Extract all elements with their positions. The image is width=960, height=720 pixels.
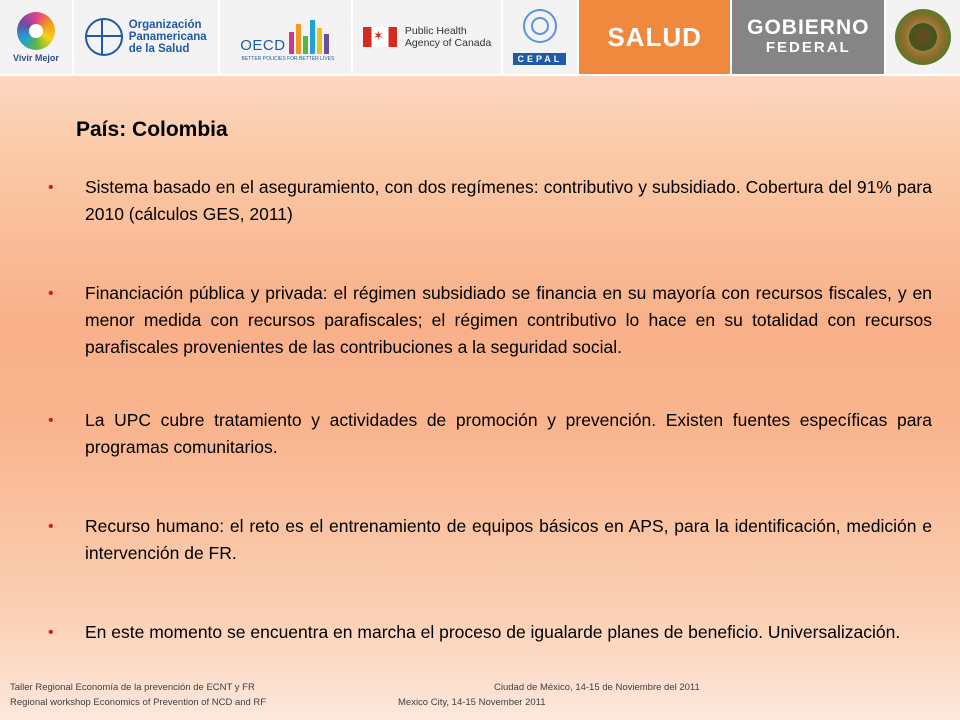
canada-flag-icon [363, 27, 397, 47]
bars-icon [289, 20, 331, 54]
salud-logo [579, 0, 731, 74]
gobierno-label: GOBIERNO [747, 16, 870, 39]
mexico-seal-logo [886, 0, 960, 74]
vivir-mejor-label: Vivir Mejor [12, 52, 59, 63]
oecd-tagline: BETTER POLICIES FOR BETTER LIVES [241, 56, 335, 62]
slide-footer [10, 680, 950, 710]
salud-label: SALUD [607, 21, 702, 52]
footer-date-en: Mexico City, 14-15 November 2011 [398, 697, 546, 708]
vivir-mejor-logo [0, 0, 72, 74]
bullet-icon: • [48, 285, 54, 302]
bullet-icon: • [48, 518, 54, 535]
bullet-icon: • [48, 624, 54, 641]
bullet-item [46, 619, 932, 646]
bullet-item [46, 280, 932, 361]
phac-label: Public Health Agency of Canada [404, 25, 492, 49]
footer-event-en: Regional workshop Economics of Prevention of NCD and RF [10, 697, 267, 708]
footer-event-es: Taller Regional Economía de la prevención de ECNT y FR [10, 682, 255, 693]
cepal-label: CEPAL [513, 53, 566, 65]
ops-logo [74, 0, 218, 74]
coat-of-arms-icon [895, 9, 951, 65]
cepal-logo [503, 0, 577, 74]
globe-icon [85, 18, 123, 56]
bullet-text: Sistema basado en el aseguramiento, con dos regímenes: contributivo y subsidiado. Cobertura del 91% para 2010 (cálculos GES, 2011) [85, 177, 932, 224]
bullet-list [46, 174, 932, 646]
bullet-icon: • [48, 412, 54, 429]
bullet-item [46, 407, 932, 461]
federal-label: FEDERAL [765, 39, 851, 56]
bullet-item [46, 513, 932, 567]
footer-date-es: Ciudad de México, 14-15 de Noviembre del 2011 [494, 682, 700, 693]
flower-icon [17, 12, 55, 50]
bullet-text: Financiación pública y privada: el régimen subsidiado se financia en su mayoría con recursos fiscales, y en menor medida con recursos parafiscales; el régimen contributivo lo hace en su totalidad con recursos parafiscales provenientes de las contribuciones a la seguridad social. [85, 283, 932, 357]
oecd-logo [220, 0, 352, 74]
un-emblem-icon [523, 9, 557, 43]
sponsor-logo-bar [0, 0, 960, 76]
oecd-label: OECD [240, 37, 286, 54]
phac-logo [353, 0, 501, 74]
slide-title: País: Colombia [76, 118, 228, 141]
ops-label: Organización Panamericana de la Salud [128, 19, 207, 55]
bullet-icon: • [48, 179, 54, 196]
bullet-text: En este momento se encuentra en marcha el proceso de igualarde planes de beneficio. Universalización. [85, 622, 901, 642]
bullet-text: Recurso humano: el reto es el entrenamiento de equipos básicos en APS, para la identificación, medición e intervención de FR. [85, 516, 932, 563]
gobierno-federal-logo [732, 0, 884, 74]
bullet-item [46, 174, 932, 228]
bullet-text: La UPC cubre tratamiento y actividades de promoción y prevención. Existen fuentes específicas para programas comunitarios. [85, 410, 932, 457]
